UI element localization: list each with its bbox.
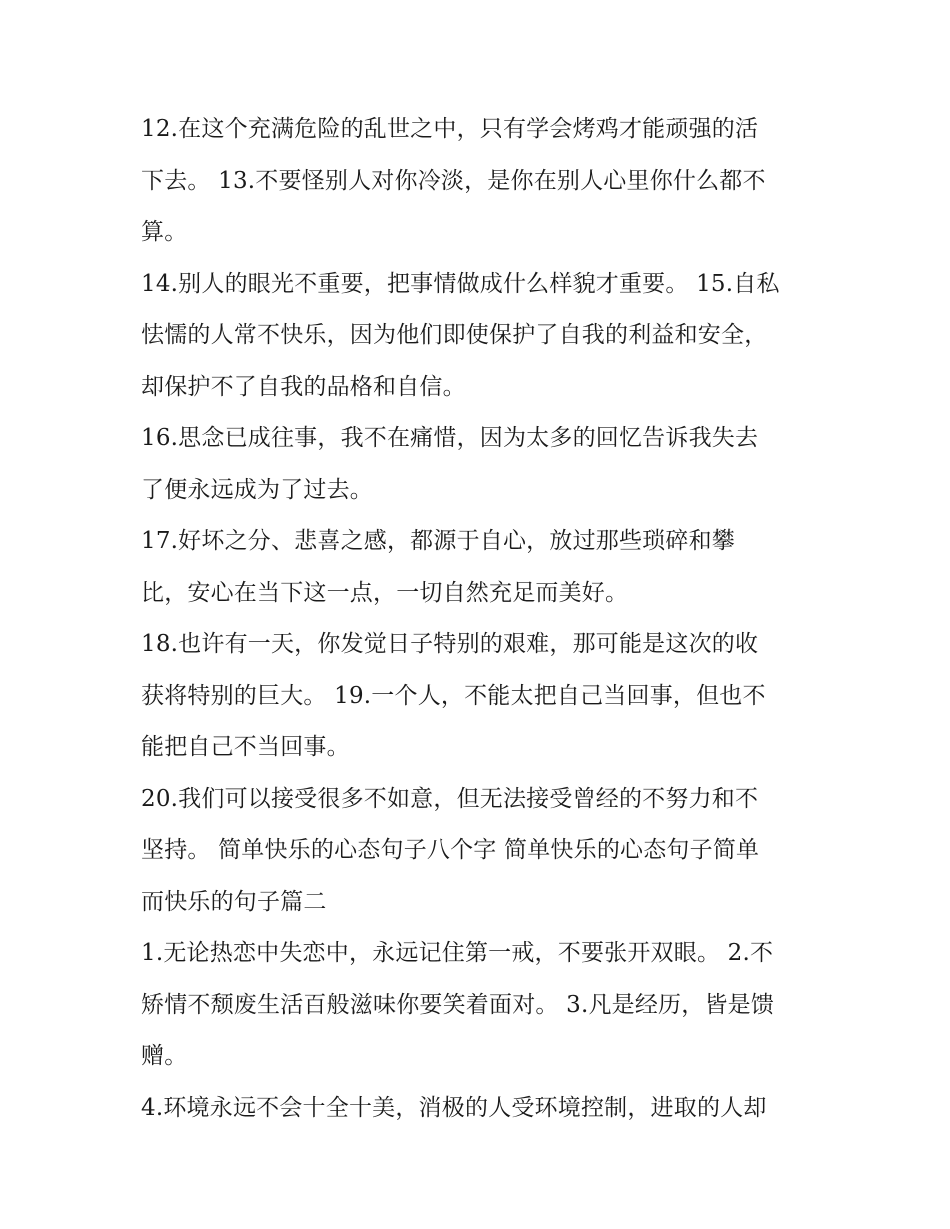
text-line: 下去。 13.不要怪别人对你冷淡，是你在别人心里你什么都不	[141, 167, 766, 194]
text-line: 矫情不颓废生活百般滋味你要笑着面对。 3.凡是经历，皆是馈	[141, 991, 775, 1018]
text-line: 而快乐的句子篇二	[141, 888, 327, 915]
text-line: 1.无论热恋中失恋中，永远记住第一戒，不要张开双眼。 2.不	[141, 940, 774, 966]
text-line: 12.在这个充满危险的乱世之中，只有学会烤鸡才能顽强的活	[141, 116, 759, 142]
text-line: 16.思念已成往事，我不在痛惜，因为太多的回忆告诉我失去	[141, 425, 759, 451]
text-line: 20.我们可以接受很多不如意，但无法接受曾经的不努力和不	[141, 785, 759, 812]
text-line: 算。	[141, 219, 188, 245]
text-line: 了便永远成为了过去。	[141, 476, 373, 503]
text-line: 14.别人的眼光不重要，把事情做成什么样貌才重要。 15.自私	[141, 270, 780, 297]
text-line: 4.环境永远不会十全十美，消极的人受环境控制，进取的人却	[141, 1094, 767, 1121]
text-line: 比，安心在当下这一点，一切自然充足而美好。	[141, 579, 629, 606]
text-line: 赠。	[141, 1043, 188, 1069]
text-line: 18.也许有一天，你发觉日子特别的艰难，那可能是这次的收	[141, 631, 759, 657]
text-line: 却保护不了自我的品格和自信。	[141, 373, 466, 400]
text-line: 获将特别的巨大。 19.一个人，不能太把自己当回事，但也不	[141, 682, 766, 709]
text-line: 能把自己不当回事。	[141, 734, 350, 760]
text-line: 怯懦的人常不快乐，因为他们即使保护了自我的利益和安全，	[141, 322, 768, 348]
text-line: 坚持。 简单快乐的心态句子八个字 简单快乐的心态句子简单	[141, 837, 760, 863]
document-body	[141, 104, 821, 1134]
text-line: 17.好坏之分、悲喜之感，都源于自心，放过那些琐碎和攀	[141, 528, 735, 554]
